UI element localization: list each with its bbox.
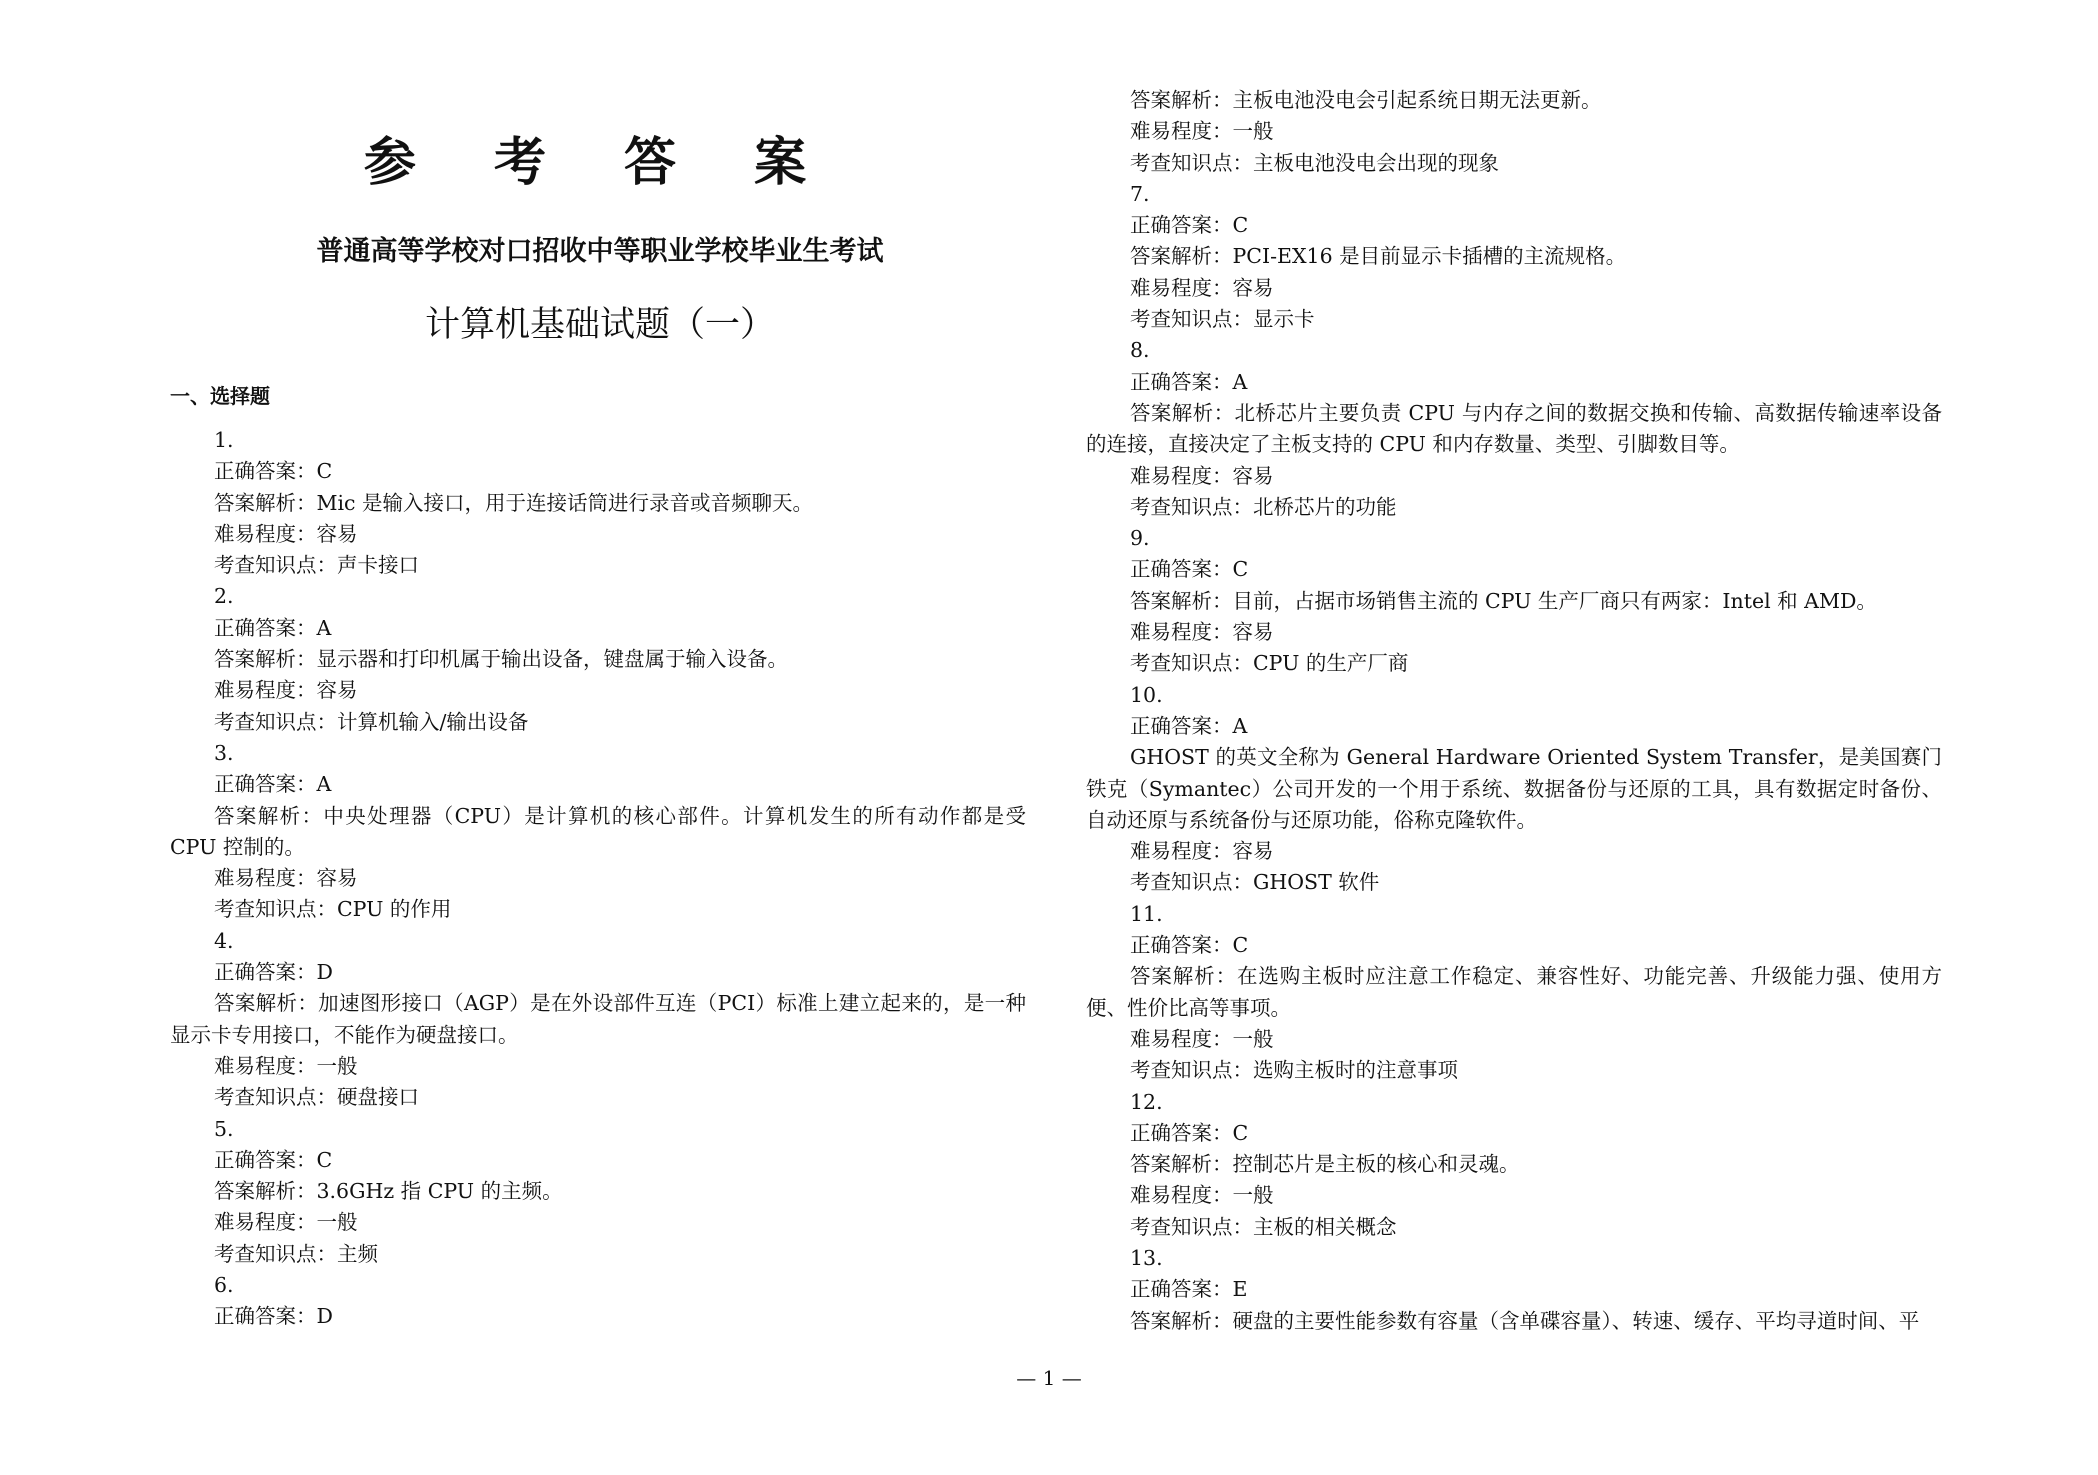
question-number: 12. xyxy=(1130,1089,1163,1114)
answer-explanation: 答案解析：在选购主板时应注意工作稳定、兼容性好、功能完善、升级能力强、使用方便、性价比高等事项。 xyxy=(1086,964,1942,1020)
answer-explanation: 答案解析：3.6GHz 指 CPU 的主频。 xyxy=(214,1179,563,1204)
knowledge-point: 考查知识点：GHOST 软件 xyxy=(1130,870,1380,895)
difficulty: 难易程度：容易 xyxy=(1130,463,1274,488)
difficulty: 难易程度：一般 xyxy=(1130,1183,1274,1208)
correct-answer: 正确答案：C xyxy=(214,459,333,484)
question-number: 13. xyxy=(1130,1245,1163,1270)
answer-explanation: 答案解析：控制芯片是主板的核心和灵魂。 xyxy=(1130,1152,1520,1177)
answer-explanation: 答案解析：硬盘的主要性能参数有容量（含单碟容量）、转速、缓存、平均寻道时间、平 xyxy=(1130,1308,1920,1333)
question-number: 4. xyxy=(214,928,234,953)
knowledge-point: 考查知识点：硬盘接口 xyxy=(214,1085,419,1110)
correct-answer: 正确答案：A xyxy=(1130,369,1248,394)
correct-answer: 正确答案：C xyxy=(1130,933,1249,958)
correct-answer: 正确答案：C xyxy=(1130,213,1249,238)
correct-answer: 正确答案：A xyxy=(214,772,332,797)
knowledge-point: 考查知识点：主板的相关概念 xyxy=(1130,1214,1397,1239)
knowledge-point: 考查知识点：CPU 的生产厂商 xyxy=(1130,651,1409,676)
answer-explanation: 答案解析：显示器和打印机属于输出设备，键盘属于输入设备。 xyxy=(214,647,788,672)
question-number: 9. xyxy=(1130,526,1150,551)
answer-explanation: 答案解析：主板电池没电会引起系统日期无法更新。 xyxy=(1130,88,1602,112)
question-number: 6. xyxy=(214,1273,234,1298)
answer-explanation: 答案解析：北桥芯片主要负责 CPU 与内存之间的数据交换和传输、高数据传输速率设备的连接，直接决定了主板支持的 CPU 和内存数量、类型、引脚数目等。 xyxy=(1086,400,1942,457)
correct-answer: 正确答案：A xyxy=(214,615,332,640)
question-number: 5. xyxy=(214,1116,234,1141)
difficulty: 难易程度：容易 xyxy=(214,866,358,891)
correct-answer: 正确答案：C xyxy=(1130,1120,1249,1145)
difficulty: 难易程度：容易 xyxy=(214,521,358,546)
question-number: 1. xyxy=(214,428,234,452)
knowledge-point: 考查知识点：主频 xyxy=(214,1241,378,1266)
answer-explanation: GHOST 的英文全称为 General Hardware Oriented System Transfer，是美国赛门铁克（Symantec）公司开发的一个用于系统、数据备份与还原的工具，具有数据定时备份、自动还原与系统备份与还原功能，俗称克隆软件。 xyxy=(1086,745,1942,832)
right-column xyxy=(1086,85,1942,1337)
question-number: 8. xyxy=(1130,338,1150,363)
test-title: 计算机基础试题（一） xyxy=(424,305,775,345)
difficulty: 难易程度：容易 xyxy=(1130,620,1274,645)
answer-explanation: 答案解析：目前，占据市场销售主流的 CPU 生产厂商只有两家：Intel 和 AMD。 xyxy=(1130,588,1877,613)
answer-explanation: 答案解析：PCI-EX16 是目前显示卡插槽的主流规格。 xyxy=(1130,244,1627,269)
exam-subtitle: 普通高等学校对口招收中等职业学校毕业生考试 xyxy=(316,236,884,267)
difficulty: 难易程度：一般 xyxy=(1130,1026,1274,1051)
correct-answer: 正确答案：C xyxy=(214,1147,333,1172)
knowledge-point: 考查知识点：主板电池没电会出现的现象 xyxy=(1130,150,1499,175)
answer-explanation: 答案解析：中央处理器（CPU）是计算机的核心部件。计算机发生的所有动作都是受 CPU 控制的。 xyxy=(170,803,1026,859)
knowledge-point: 考查知识点：CPU 的作用 xyxy=(214,897,452,922)
question-number: 10. xyxy=(1130,682,1163,707)
page-title: 参 考 答 案 xyxy=(363,132,837,193)
question-number: 11. xyxy=(1130,901,1163,926)
section-heading: 一、选择题 xyxy=(170,384,270,408)
knowledge-point: 考查知识点：计算机输入/输出设备 xyxy=(214,709,529,734)
knowledge-point: 考查知识点：北桥芯片的功能 xyxy=(1130,494,1397,519)
question-number: 3. xyxy=(214,740,234,765)
question-number: 7. xyxy=(1130,181,1150,206)
difficulty: 难易程度：容易 xyxy=(1130,275,1274,300)
correct-answer: 正确答案：A xyxy=(1130,713,1248,738)
knowledge-point: 考查知识点：声卡接口 xyxy=(214,553,419,578)
difficulty: 难易程度：一般 xyxy=(214,1053,358,1078)
knowledge-point: 考查知识点：选购主板时的注意事项 xyxy=(1130,1058,1458,1083)
difficulty: 难易程度：容易 xyxy=(1130,839,1274,864)
knowledge-point: 考查知识点：显示卡 xyxy=(1130,307,1315,332)
correct-answer: 正确答案：C xyxy=(1130,557,1249,582)
difficulty: 难易程度：容易 xyxy=(214,678,358,703)
question-number: 2. xyxy=(214,584,234,609)
answer-explanation: 答案解析：Mic 是输入接口，用于连接话筒进行录音或音频聊天。 xyxy=(214,490,814,515)
difficulty: 难易程度：一般 xyxy=(214,1210,358,1235)
correct-answer: 正确答案：D xyxy=(214,960,333,985)
answer-explanation: 答案解析：加速图形接口（AGP）是在外设部件互连（PCI）标准上建立起来的，是一种显示卡专用接口，不能作为硬盘接口。 xyxy=(170,991,1026,1047)
page-number: — 1 — xyxy=(1016,1366,1082,1390)
correct-answer: 正确答案：E xyxy=(1130,1277,1248,1302)
left-column xyxy=(170,425,1026,1333)
correct-answer: 正确答案：D xyxy=(214,1304,333,1329)
difficulty: 难易程度：一般 xyxy=(1130,119,1274,144)
